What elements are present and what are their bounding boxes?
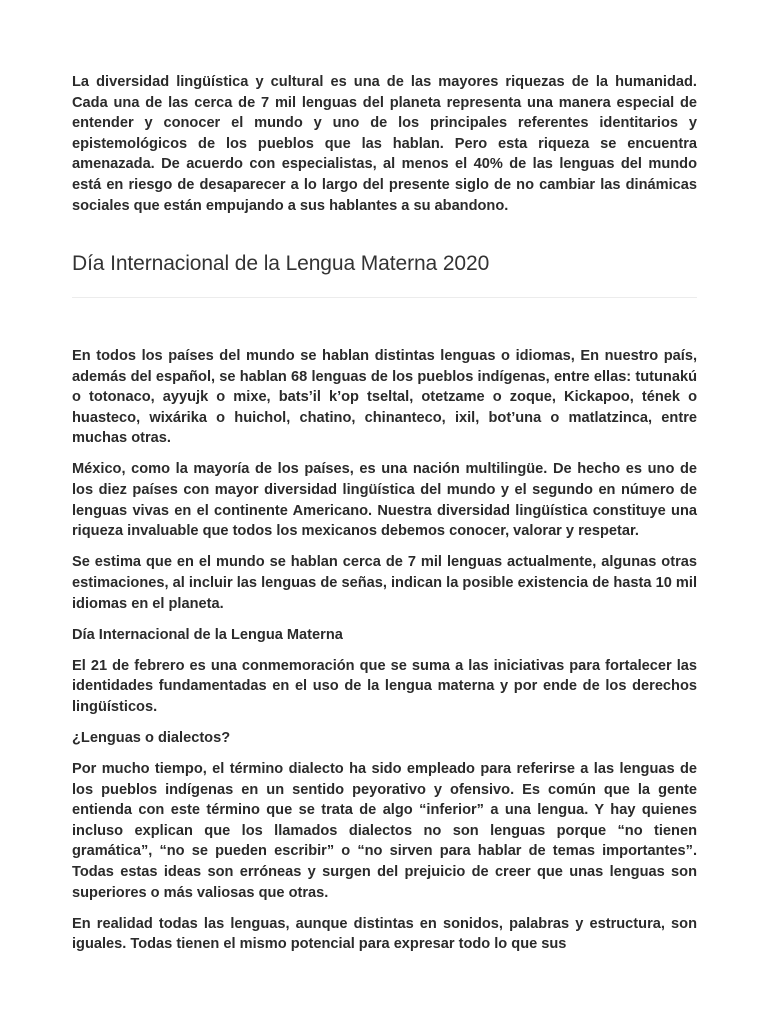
- subheading-languages-or-dialects: ¿Lenguas o dialectos?: [72, 730, 231, 746]
- paragraph-all-languages-equal: En realidad todas las lenguas, aunque distintas en sonidos, palabras y estructura, son iguales. Todas tienen el mismo potencial para expresar todo lo que sus: [72, 915, 697, 953]
- subheading-mother-language-day: Día Internacional de la Lengua Materna: [72, 626, 343, 643]
- article-body: [72, 346, 697, 965]
- section-heading: Día Internacional de la Lengua Materna 2020: [72, 252, 490, 275]
- paragraph-languages-countries: En todos los países del mundo se hablan distintas lenguas o idiomas, En nuestro país, además del español, se hablan 68 lenguas de los pueblos indígenas, entre ellas: tutunakú o totonaco, ayyujk o mixe, bats’il k’op tseltal, otetzame o zoque, Kickapoo, tének o huasteco, wixárika o huichol, chatino, chinanteco, ixil, bot’una o matlatzinca, entre muchas otras.: [72, 348, 697, 447]
- intro-paragraph: La diversidad lingüística y cultural es una de las mayores riquezas de la humanidad. Cada una de las cerca de 7 mil lenguas del planeta representa una manera especial de entender y conocer el mundo y uno de los principales referentes identitarios y epistemológicos de los pueblos que las hablan. Pero esta riqueza se encuentra amenazada. De acuerdo con especialistas, al menos el 40% de las lenguas del mundo está en riesgo de desaparecer a lo largo del presente siglo de no cambiar las dinámicas sociales que están empujando a sus hablantes a su abandono.: [72, 74, 697, 214]
- paragraph-february-21: El 21 de febrero es una conmemoración que se suma a las iniciativas para fortalecer las identidades fundamentadas en el uso de la lengua materna y por ende de los derechos lingüísticos.: [72, 657, 697, 715]
- heading-divider: [72, 297, 697, 298]
- paragraph-mexico-multilingual: México, como la mayoría de los países, es una nación multilingüe. De hecho es uno de los diez países con mayor diversidad lingüística del mundo y el segundo en número de lenguas vivas en el continente Americano. Nuestra diversidad lingüística constituye una riqueza invaluable que todos los mexicanos debemos conocer, valorar y respetar.: [72, 461, 697, 540]
- paragraph-dialect-term: Por mucho tiempo, el término dialecto ha sido empleado para referirse a las lenguas de los pueblos indígenas en un sentido peyorativo y ofensivo. Es común que la gente entienda con este término que se trata de algo “inferior” a una lengua. Y hay quienes incluso explican que los llamados dialectos no son lenguas porque “no tienen gramática”, “no se pueden escribir” o “no sirven para hablar de temas importantes”. Todas estas ideas son erróneas y surgen del prejuicio de creer que unas lenguas son superiores o más valiosas que otras.: [72, 761, 697, 901]
- paragraph-world-estimate: Se estima que en el mundo se hablan cerca de 7 mil lenguas actualmente, algunas otras estimaciones, al incluir las lenguas de señas, indican la posible existencia de hasta 10 mil idiomas en el planeta.: [72, 554, 697, 612]
